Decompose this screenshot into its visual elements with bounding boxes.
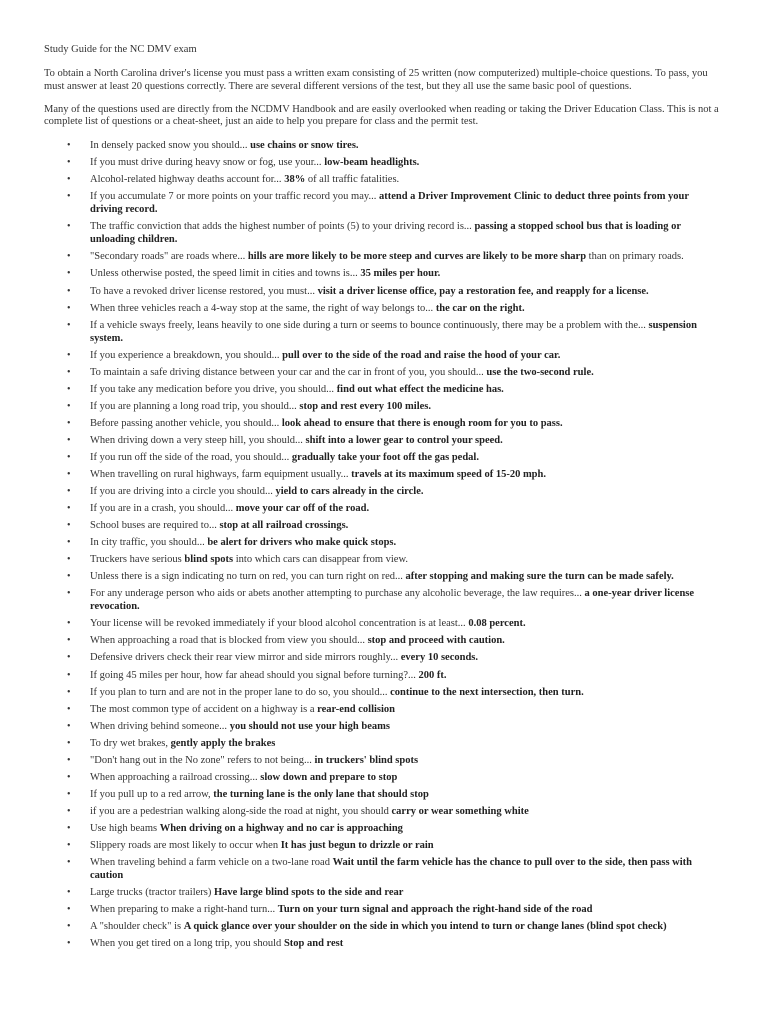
question-text: When travelling on rural highways, farm equipment usually... [90, 468, 349, 480]
question-text: When driving down a very steep hill, you should... [90, 434, 303, 446]
answer-text: carry or wear something white [391, 805, 529, 817]
question-text: If you must drive during heavy snow or fog, use your... [90, 157, 322, 169]
question-text: If a vehicle sways freely, leans heavily to one side during a turn or seems to bounce continuously, there may be a problem with the... [90, 319, 646, 331]
bullet-icon: • [67, 588, 71, 600]
question-text: School buses are required to... [90, 520, 217, 532]
bullet-icon: • [67, 319, 71, 331]
list-item [44, 920, 724, 933]
bullet-icon: • [67, 720, 71, 732]
list-item [44, 302, 724, 315]
answer-text: continue to the next intersection, then turn. [390, 686, 584, 698]
list-item [44, 856, 724, 882]
bullet-icon: • [67, 221, 71, 233]
list-item [44, 771, 724, 784]
answer-text: slow down and prepare to stop [260, 771, 398, 783]
list-item [44, 553, 724, 566]
answer-text: stop at all railroad crossings. [219, 520, 349, 532]
answer-text: When driving on a highway and no car is approaching [159, 822, 403, 834]
bullet-icon: • [67, 822, 71, 834]
bullet-icon: • [67, 451, 71, 463]
list-item [44, 886, 724, 899]
question-text: When approaching a road that is blocked from view you should... [90, 635, 365, 647]
question-text: If you experience a breakdown, you should... [90, 349, 280, 361]
bullet-icon: • [67, 618, 71, 630]
answer-text: find out what effect the medicine has. [336, 383, 504, 395]
list-item [44, 822, 724, 835]
question-text: If you run off the side of the road, you should... [90, 451, 290, 463]
answer-text: suspension system. [90, 319, 697, 344]
list-item [44, 651, 724, 664]
bullet-icon: • [67, 857, 71, 869]
answer-text: the car on the right. [435, 302, 525, 314]
question-text: The most common type of accident on a highway is a [90, 703, 318, 715]
list-item [44, 839, 724, 852]
bullet-icon: • [67, 938, 71, 950]
list-item [44, 250, 724, 263]
question-text: When three vehicles reach a 4-way stop at the same, the right of way belongs to... [90, 302, 434, 314]
list-item [44, 805, 724, 818]
list-item [44, 173, 724, 186]
bullet-icon: • [67, 383, 71, 395]
trailing-text: into which cars can disappear from view. [233, 554, 408, 566]
question-text: In densely packed snow you should... [90, 140, 248, 152]
answer-text: visit a driver license office, pay a restoration fee, and reapply for a license. [317, 285, 649, 297]
bullet-icon: • [67, 434, 71, 446]
question-text: If you are driving into a circle you should... [90, 486, 273, 498]
question-text: When driving behind someone... [90, 720, 228, 732]
answer-text: move your car off of the road. [235, 503, 370, 515]
list-item [44, 788, 724, 801]
answer-text: the turning lane is the only lane that should stop [213, 788, 429, 800]
answer-text: gently apply the brakes [170, 737, 276, 749]
answer-text: be alert for drivers who make quick stops. [207, 537, 397, 549]
answer-text: low-beam headlights. [324, 157, 420, 169]
list-item [44, 754, 724, 767]
question-text: Slippery roads are most likely to occur when [90, 839, 281, 851]
question-text: Unless otherwise posted, the speed limit in cities and towns is... [90, 268, 358, 280]
list-item [44, 634, 724, 647]
list-item [44, 383, 724, 396]
bullet-icon: • [67, 251, 71, 263]
question-text: Alcohol-related highway deaths account for... [90, 174, 282, 186]
answer-text: look ahead to ensure that there is enough room for you to pass. [281, 417, 563, 429]
bullet-icon: • [67, 468, 71, 480]
list-item [44, 703, 724, 716]
list-item [44, 903, 724, 916]
bullet-icon: • [67, 839, 71, 851]
list-item [44, 319, 724, 345]
list-item [44, 485, 724, 498]
bullet-icon: • [67, 904, 71, 916]
bullet-icon: • [67, 366, 71, 378]
answer-text: you should not use your high beams [229, 720, 390, 732]
list-item [44, 587, 724, 613]
answer-text: Have large blind spots to the side and rear [214, 887, 404, 899]
list-item [44, 519, 724, 532]
answer-text: shift into a lower gear to control your speed. [305, 434, 503, 446]
question-text: In city traffic, you should... [90, 537, 205, 549]
trailing-text: of all traffic fatalities. [305, 174, 400, 186]
bullet-icon: • [67, 887, 71, 899]
page-title: Study Guide for the NC DMV exam [44, 44, 197, 55]
answer-text: 38% [284, 174, 306, 186]
answer-text: gradually take your foot off the gas pedal. [291, 451, 479, 463]
intro-paragraph: To obtain a North Carolina driver's license you must pass a written exam consisting of 25 written (now computerized) multiple-choice questions. To pass, you must answer at least 20 questions correctly. There are several different versions of the test, but they all use the same basic pool of questions. [44, 68, 708, 92]
list-item [44, 156, 724, 169]
question-text: If you plan to turn and are not in the proper lane to do so, you should... [90, 686, 388, 698]
question-text: Use high beams [90, 822, 160, 834]
list-item [44, 285, 724, 298]
question-text: The traffic conviction that adds the highest number of points (5) to your driving record is... [90, 221, 472, 233]
answer-text: 0.08 percent. [468, 618, 526, 630]
list-item [44, 502, 724, 515]
answer-text: pull over to the side of the road and raise the hood of your car. [282, 349, 561, 361]
question-text: "Secondary roads" are roads where... [90, 251, 246, 263]
answer-text: Turn on your turn signal and approach the right-hand side of the road [277, 904, 593, 916]
bullet-icon: • [67, 268, 71, 280]
list-item [44, 349, 724, 362]
question-text: Defensive drivers check their rear view mirror and side mirrors roughly... [90, 652, 399, 664]
bullet-icon: • [67, 554, 71, 566]
question-text: When traveling behind a farm vehicle on a two-lane road [90, 857, 333, 869]
question-text: Unless there is a sign indicating no turn on red, you can turn right on red... [90, 571, 403, 583]
list-item [44, 220, 724, 246]
list-item [44, 536, 724, 549]
answer-text: blind spots [184, 554, 234, 566]
answer-text: after stopping and making sure the turn can be made safely. [405, 571, 674, 583]
list-item [44, 617, 724, 630]
bullet-icon: • [67, 737, 71, 749]
question-text: If you accumulate 7 or more points on your traffic record you may... [90, 191, 377, 203]
answer-text: a one-year driver license revocation. [90, 588, 695, 613]
answer-text: in truckers' blind spots [314, 754, 419, 766]
question-text: To maintain a safe driving distance between your car and the car in front of you, you should... [90, 366, 484, 378]
bullet-icon: • [67, 191, 71, 203]
bullet-icon: • [67, 520, 71, 532]
bullet-icon: • [67, 805, 71, 817]
list-item [44, 451, 724, 464]
list-item [44, 468, 724, 481]
answer-text: rear-end collision [317, 703, 396, 715]
list-item [44, 267, 724, 280]
question-text: For any underage person who aids or abets another attempting to purchase any alcoholic beverage, the law requires... [90, 588, 582, 600]
bullet-icon: • [67, 486, 71, 498]
answer-text: travels at its maximum speed of 15-20 mph. [351, 468, 546, 480]
question-text: Large trucks (tractor trailers) [90, 887, 214, 899]
answer-text: stop and proceed with caution. [367, 635, 505, 647]
question-text: If you take any medication before you drive, you should... [90, 383, 335, 395]
answer-text: hills are more likely to be more steep and curves are likely to be more sharp [247, 251, 587, 263]
question-text: When you get tired on a long trip, you should [90, 938, 284, 950]
answer-text: Wait until the farm vehicle has the chance to pull over to the side, then pass with caution [90, 857, 693, 882]
question-text: When approaching a railroad crossing... [90, 771, 258, 783]
bullet-icon: • [67, 669, 71, 681]
list-item [44, 570, 724, 583]
list-item [44, 434, 724, 447]
list-item [44, 720, 724, 733]
bullet-icon: • [67, 635, 71, 647]
question-text: To have a revoked driver license restored, you must... [90, 285, 315, 297]
list-item [44, 686, 724, 699]
question-text: When preparing to make a right-hand turn... [90, 904, 276, 916]
answer-text: attend a Driver Improvement Clinic to deduct three points from your driving record. [90, 191, 689, 216]
answer-text: It has just begun to drizzle or rain [280, 839, 434, 851]
question-text: "Don't hang out in the No zone" refers to not being... [90, 754, 312, 766]
answer-text: Stop and rest [283, 938, 344, 950]
bullet-icon: • [67, 174, 71, 186]
bullet-icon: • [67, 686, 71, 698]
question-text: If you are planning a long road trip, you should... [90, 400, 297, 412]
bullet-icon: • [67, 349, 71, 361]
list-item [44, 417, 724, 430]
list-item [44, 190, 724, 216]
answer-text: A quick glance over your shoulder on the side in which you intend to turn or change lanes (blind spot check) [183, 921, 667, 933]
bullet-icon: • [67, 754, 71, 766]
bullet-icon: • [67, 703, 71, 715]
question-text: A "shoulder check" is [90, 921, 184, 933]
list-item [44, 400, 724, 413]
answer-text: use the two-second rule. [486, 366, 594, 378]
question-text: if you are a pedestrian walking along-side the road at night, you should [90, 805, 392, 817]
trailing-text: than on primary roads. [586, 251, 684, 263]
bullet-icon: • [67, 788, 71, 800]
bullet-icon: • [67, 417, 71, 429]
question-text: Your license will be revoked immediately if your blood alcohol concentration is at least... [90, 618, 466, 630]
question-text: Before passing another vehicle, you should... [90, 417, 280, 429]
answer-text: 200 ft. [418, 669, 447, 681]
answer-text: use chains or snow tires. [250, 140, 359, 152]
list-item [44, 737, 724, 750]
intro-paragraph: Many of the questions used are directly from the NCDMV Handbook and are easily overlooked when reading or taking the Driver Education Class. This is not a complete list of questions or a cheat-sheet, just an aide to help you prepare for class and the permit test. [44, 103, 719, 128]
bullet-icon: • [67, 285, 71, 297]
question-text: Truckers have serious [90, 554, 185, 566]
bullet-icon: • [67, 652, 71, 664]
bullet-icon: • [67, 157, 71, 169]
question-list [44, 139, 724, 950]
answer-text: stop and rest every 100 miles. [299, 400, 431, 412]
list-item [44, 669, 724, 682]
list-item [44, 139, 724, 152]
question-text: If going 45 miles per hour, how far ahead should you signal before turning?... [90, 669, 416, 681]
question-text: To dry wet brakes, [90, 737, 171, 749]
answer-text: yield to cars already in the circle. [275, 486, 424, 498]
answer-text: 35 miles per hour. [360, 268, 441, 280]
answer-text: every 10 seconds. [400, 652, 478, 664]
list-item [44, 366, 724, 379]
bullet-icon: • [67, 537, 71, 549]
bullet-icon: • [67, 503, 71, 515]
bullet-icon: • [67, 302, 71, 314]
question-text: If you pull up to a red arrow, [90, 788, 214, 800]
list-item [44, 937, 724, 950]
bullet-icon: • [67, 771, 71, 783]
bullet-icon: • [67, 140, 71, 152]
bullet-icon: • [67, 400, 71, 412]
bullet-icon: • [67, 571, 71, 583]
answer-text: passing a stopped school bus that is loading or unloading children. [90, 221, 681, 246]
question-text: If you are in a crash, you should... [90, 503, 234, 515]
bullet-icon: • [67, 921, 71, 933]
